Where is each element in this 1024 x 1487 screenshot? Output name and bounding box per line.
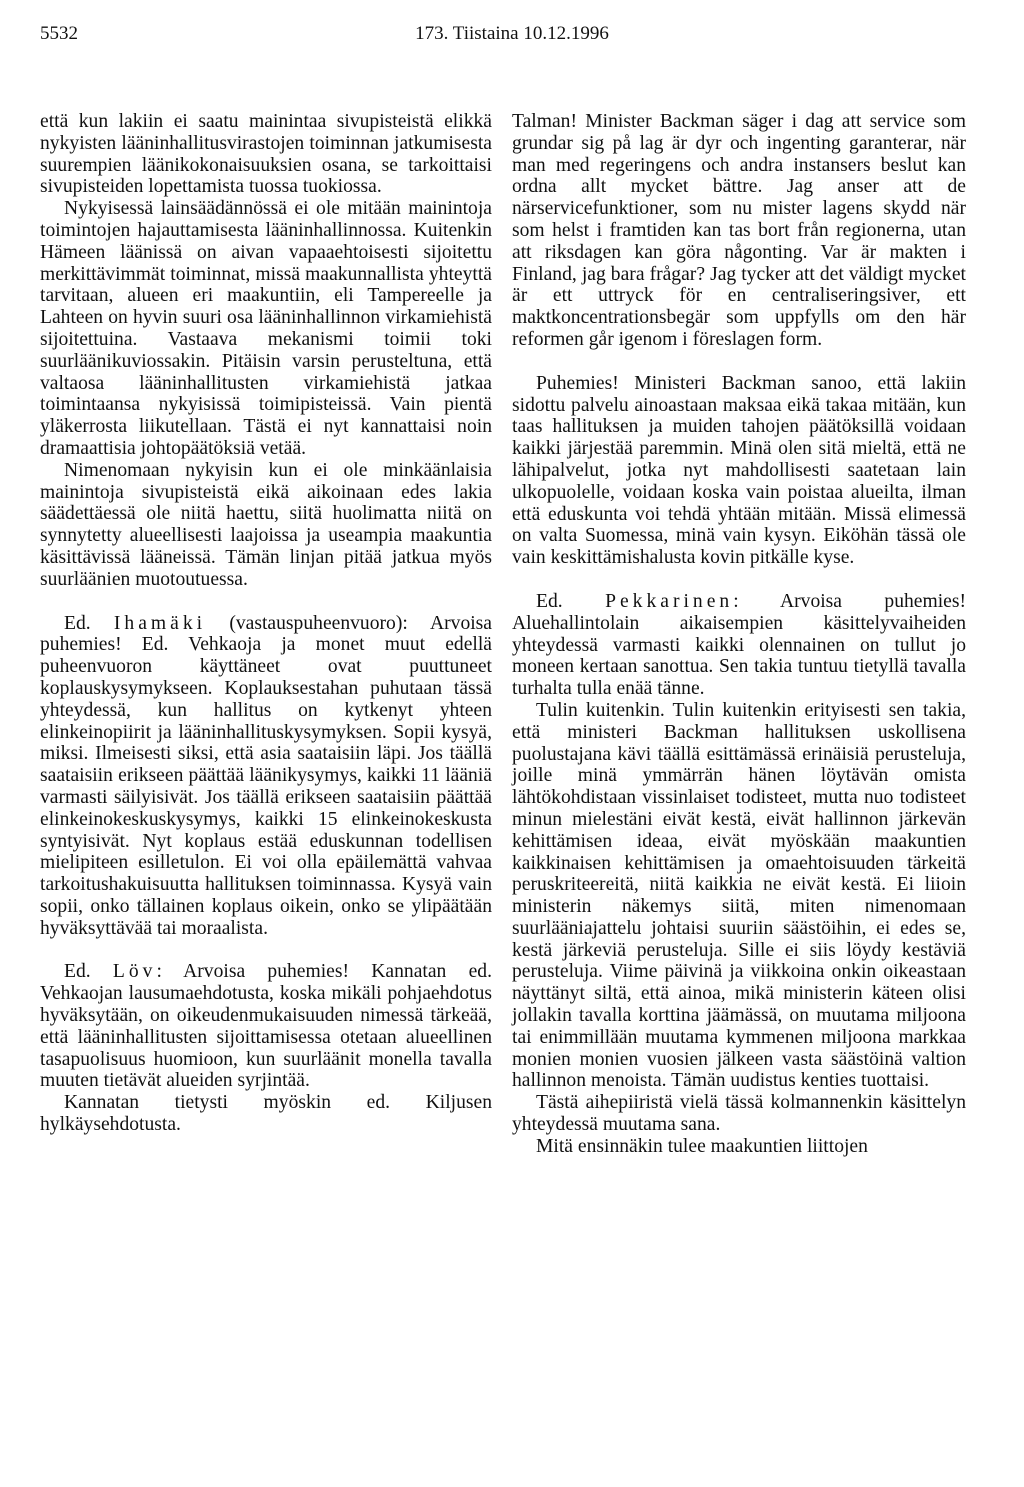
- page-number: 5532: [40, 23, 78, 44]
- speech-ihamaki: [40, 613, 492, 940]
- speech-prefix: Ed.: [64, 961, 113, 983]
- paragraph: Nimenomaan nykyisin kun ei ole minkäänlaisia mainintoja sivupisteistä eikä aikoinaan edes lakia säädettäessä ole niitä haettu, siitä huolimatta niitä on synnytetty alueellisesti laajoissa ja useampia maakuntia käsittävissä lääneissä. Tämän linjan pitää jatkua myös suurläänien muotoutuessa.: [40, 459, 492, 590]
- speech-text: (vastauspuheenvuoro): Arvoisa puhemies! Ed. Vehkaoja ja monet muut edellä puheenvuoron käyttäneet ovat puuttuneet koplauskysymykseen. Koplauksestahan puhutaan tässä yhteydessä, kun hallitus on kytkenyt yhteen elinkeinopiirit ja lääninhallituskysymyksen. Sopii kysyä, miksi. Ilmeisesti siksi, että asia saataisiin läpi. Jos täällä saataisiin erikseen päättää läänikysymys, kaikki 11 lääniä varmasti säilyisivät. Jos täällä erikseen saataisiin päättää elinkeinokeskuskysymys, kaikki 15 elinkeinokeskusta syntyisivät. Nyt koplaus estää eduskunnan todellisen mielipiteen esilletulon. Ei voi olla epäilemättä vahvaa tarkoitushakuisuutta hallituksen toiminnassa. Kysyä vain sopii, onko tällainen koplaus oikein, onko se ylipäätään hyväksyttävää tai moraalista.: [40, 612, 493, 939]
- paragraph: että kun lakiin ei saatu mainintaa sivupisteistä elikkä nykyisten lääninhallitusvirastojen toiminnan jatkumisesta suurempien läänikokonaisuuksien osana, se tarkoittaisi sivupisteiden lopettamista tuossa tuokiossa.: [40, 111, 492, 198]
- paragraph: Kannatan tietysti myöskin ed. Kiljusen hylkäysehdotusta.: [40, 1092, 492, 1136]
- speech-text: : Arvoisa puhemies! Aluehallintolain aikaisempien käsittelyvaiheiden yhteydessä varmasti kaikki olennainen on tullut jo moneen kertaan sanottua. Sen takia tuntuu tietyllä tavalla turhalta tulla enää tänne.: [512, 590, 967, 700]
- speech-text: : Arvoisa puhemies! Kannatan ed. Vehkaojan lausumaehdotusta, koska mikäli pohjaehdotus hyväksytään, on oikeudenmukaisuuden nimessä tärkeää, että lääninhallitusten sijoittamisessa otetaan alueellinen tasapuolisuus huomioon, kun suurläänit monella tavalla muuten tietävät alueiden syrjintää.: [40, 961, 492, 1092]
- right-column: [512, 111, 966, 1158]
- session-header: 173. Tiistaina 10.12.1996: [415, 23, 609, 44]
- paragraph: Talman! Minister Backman säger i dag att service som grundar sig på lag är dyr och ingenting garanterar, när man med regeringens och andra instansers beslut kan ordna allt mycket bättre. Jag anser att de närservicefunktioner, som nu mister lagens skydd när som helst i framtiden kan tas bort från regionerna, utan att riksdagen kan göra någonting. Var är makten i Finland, jag bara frågar? Jag tycker att det väldigt mycket är ett uttryck för en centraliseringsiver, ett maktkoncentrationsbegär som uppfylls om den här reformen går igenom i föreslagen form.: [512, 111, 966, 350]
- paragraph: Mitä ensinnäkin tulee maakuntien liittojen: [536, 1135, 868, 1157]
- speaker-name: Löv: [112, 961, 157, 983]
- left-column: [40, 111, 492, 1136]
- speaker-name: Pekkarinen: [605, 590, 734, 612]
- paragraph: Tästä aihepiiristä vielä tässä kolmannenkin käsittelyn yhteydessä muutama sana.: [512, 1092, 966, 1136]
- speech-prefix: Ed.: [64, 612, 114, 634]
- paragraph: Tulin kuitenkin. Tulin kuitenkin erityisesti sen takia, että ministeri Backman hallituksen uskollisena puolustajana kävi täällä esittämässä erinäisiä perusteluja, joille minä ymmärrän hänen löytävän omista lähtökohdistaan vissinlaiset todisteet, mutta nuo todisteet minun mielestäni eivät kestä, eivät hallinnon järkevän kehittämisen ideaa, eivät myöskään maakuntien kaikkinaisen kehittämisen ja omaehtoisuuden tärkeitä peruskriteereitä, niitä kaikkia ne eivät kestä. Ei liioin ministerin näkemys siitä, miten nimenomaan suurlääniajattelu johtaisi suuriin säästöihin, ei edes se, kestä järkeviä perusteluja. Sille ei siis löydy kestäviä perusteluja. Viime päivinä ja viikkoina onkin oikeastaan näyttänyt siltä, että ainoa, mikä ministerin käteen olisi jollakin tavalla korttina jäämässä, on muutama miljoona tai enimmillään muutama kymmenen miljoona markkaa monien monien vuosien jälkeen vasta säästöinä valtion hallinnon menoista. Tämän uudistus kenties tuottaisi.: [512, 699, 966, 1092]
- speech-prefix: Ed.: [536, 590, 606, 612]
- speech-lov: [40, 961, 492, 1092]
- paragraph: Puhemies! Ministeri Backman sanoo, että lakiin sidottu palvelu ainoastaan maksaa eikä takaa mitään, kun taas hallituksen ja muiden tahojen päätöksillä voidaan kaikki järjestää paremmin. Minä olen sitä mieltä, että ne lähipalvelut, jotka nyt mahdollisesti saatetaan lain ulkopuolelle, voidaan koska vain poistaa alueilta, ilman että eduskunta voi tehdä yhtään mitään. Missä elimessä on valta Suomessa, minä vain kysyn. Eiköhän tässä ole vain keskittämishalusta kovin pitkälle kyse.: [512, 372, 966, 569]
- speaker-name: Ihamäki: [113, 612, 207, 634]
- speech-pekkarinen: [512, 591, 966, 700]
- paragraph: Nykyisessä lainsäädännössä ei ole mitään mainintoja toimintojen hajauttamisesta lääninhallinnossa. Kuitenkin Hämeen läänissä on aivan vapaaehtoisesti sijoitettu merkittävimmät toiminnat, missä maakunnallista yhteyttä tarvitaan, alueen eri maakuntiin, eli Tampereelle ja Lahteen on hyvin suuri osa lääninhallinnon virkamiehistä sijoitettuina. Vastaava mekanismi toimii toki suurläänikuviossakin. Pitäisin varsin perusteltuna, että valtaosa lääninhallitusten virkamiehistä jatkaa toimintaansa nykyisissä toimipisteissä. Vain pientä yläkerrosta liikutellaan. Tästä ei nyt kannattaisi noin dramaattisia johtopäätöksiä vetää.: [40, 198, 492, 459]
